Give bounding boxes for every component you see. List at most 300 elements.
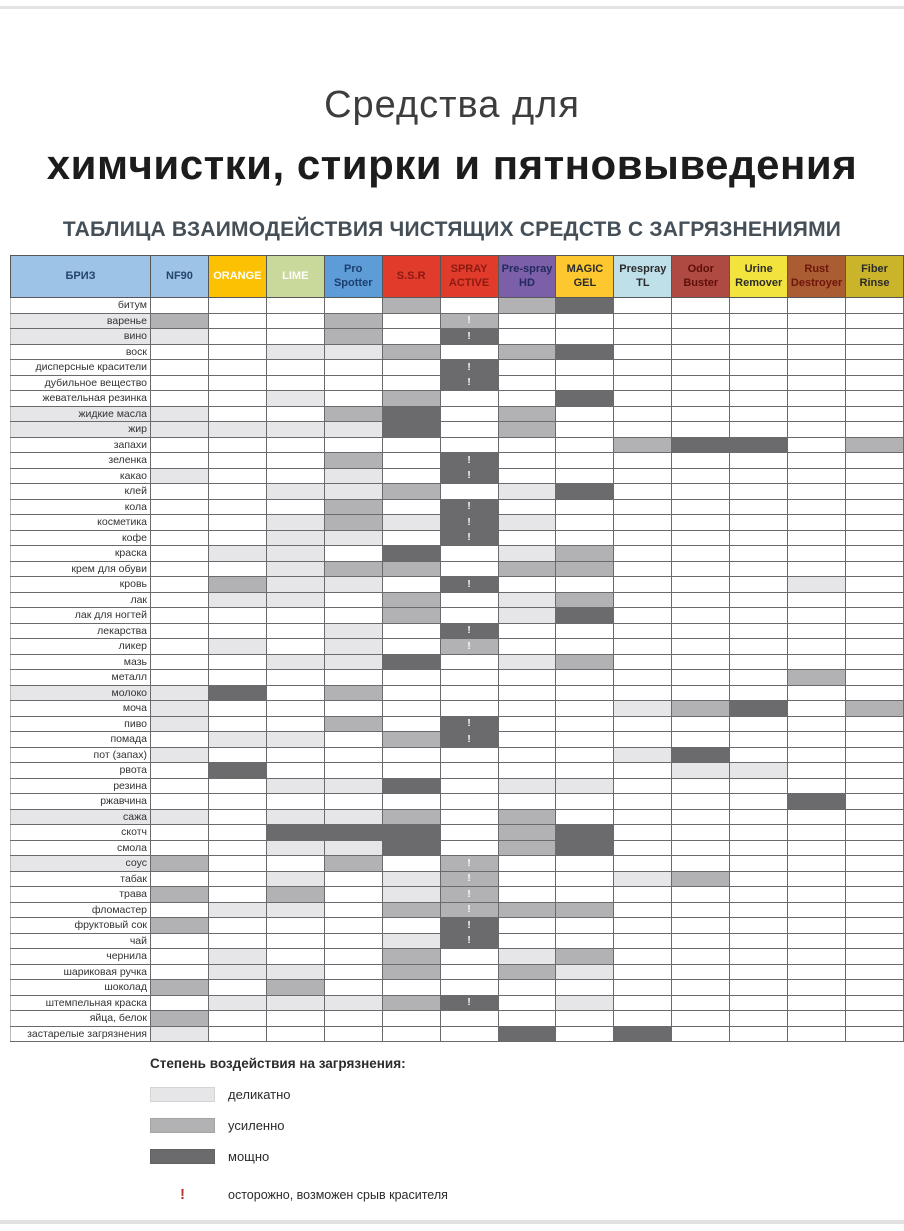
cell [266, 468, 324, 484]
cell [324, 995, 382, 1011]
row-label-cell [11, 670, 151, 686]
row-label-cell [11, 406, 151, 422]
cell [440, 360, 498, 376]
cell [208, 344, 266, 360]
cell [208, 608, 266, 624]
cell [498, 313, 556, 329]
cell [440, 561, 498, 577]
row-label: жидкие масла [78, 407, 147, 420]
table-row [11, 453, 904, 469]
cell [788, 422, 846, 438]
column-header-fiber-rinse: Fiber Rinse [846, 256, 904, 298]
cell [788, 887, 846, 903]
cell [440, 375, 498, 391]
cell [324, 856, 382, 872]
cell [672, 623, 730, 639]
cell [846, 623, 904, 639]
cell [208, 825, 266, 841]
row-label: рвота [119, 764, 147, 777]
cell-warning-mark: ! [467, 532, 471, 544]
cell [672, 329, 730, 345]
cell [151, 298, 209, 314]
row-label: яйца, белок [89, 1012, 147, 1025]
cell [324, 840, 382, 856]
cell [614, 964, 672, 980]
row-label: фломастер [91, 903, 147, 916]
cell [324, 329, 382, 345]
cell [556, 949, 614, 965]
cell [151, 313, 209, 329]
legend-item-enhanced [150, 1118, 710, 1133]
cell [208, 995, 266, 1011]
cell-warning-mark: ! [467, 857, 471, 869]
cell [498, 623, 556, 639]
cell [266, 809, 324, 825]
cell [440, 933, 498, 949]
cell [440, 778, 498, 794]
table-row [11, 856, 904, 872]
table-row [11, 422, 904, 438]
cell [440, 608, 498, 624]
cell [382, 701, 440, 717]
cell [614, 933, 672, 949]
cell [324, 375, 382, 391]
column-header-odor-buster: Odor Buster [672, 256, 730, 298]
cell [788, 701, 846, 717]
row-label-cell [11, 639, 151, 655]
row-label-cell [11, 871, 151, 887]
cell [382, 360, 440, 376]
cell [730, 592, 788, 608]
cell [730, 794, 788, 810]
cell [208, 902, 266, 918]
cell [440, 654, 498, 670]
table-row [11, 468, 904, 484]
cell [846, 608, 904, 624]
table-row [11, 515, 904, 531]
cell [382, 949, 440, 965]
cell [208, 949, 266, 965]
cell [846, 794, 904, 810]
cell [382, 1011, 440, 1027]
cell [556, 375, 614, 391]
cell [324, 515, 382, 531]
cell [672, 298, 730, 314]
cell [440, 499, 498, 515]
interaction-table-host [10, 255, 903, 1042]
cell [440, 732, 498, 748]
cell [208, 313, 266, 329]
cell [556, 1026, 614, 1042]
cell [730, 623, 788, 639]
table-row [11, 484, 904, 500]
cell [498, 654, 556, 670]
cell-warning-mark: ! [467, 578, 471, 590]
column-header-orange: ORANGE [208, 256, 266, 298]
cell [788, 995, 846, 1011]
column-header-бриз: БРИЗ [11, 256, 151, 298]
cell [730, 871, 788, 887]
column-header-prespray-tl: Prespray TL [614, 256, 672, 298]
cell [556, 608, 614, 624]
cell [151, 344, 209, 360]
cell [151, 499, 209, 515]
cell [672, 964, 730, 980]
cell [498, 825, 556, 841]
cell [324, 964, 382, 980]
cell [440, 825, 498, 841]
cell [382, 902, 440, 918]
cell [556, 716, 614, 732]
cell [382, 856, 440, 872]
cell [730, 375, 788, 391]
cell [382, 747, 440, 763]
cell [208, 468, 266, 484]
cell [382, 484, 440, 500]
cell [151, 887, 209, 903]
cell [208, 763, 266, 779]
cell [672, 840, 730, 856]
cell [266, 902, 324, 918]
cell [208, 654, 266, 670]
legend-swatch-strong [150, 1149, 215, 1164]
cell [730, 701, 788, 717]
row-label-cell [11, 747, 151, 763]
cell [788, 918, 846, 934]
cell [556, 747, 614, 763]
cell [614, 577, 672, 593]
cell [266, 499, 324, 515]
cell [498, 871, 556, 887]
cell [498, 856, 556, 872]
cell [208, 422, 266, 438]
cell-warning-mark: ! [467, 640, 471, 652]
cell [382, 344, 440, 360]
cell [556, 685, 614, 701]
row-label-cell [11, 360, 151, 376]
table-row [11, 608, 904, 624]
legend-swatch-medium [150, 1118, 215, 1133]
row-label-cell [11, 344, 151, 360]
table-row [11, 437, 904, 453]
cell [730, 747, 788, 763]
cell [730, 980, 788, 996]
cell [382, 778, 440, 794]
cell-warning-mark: ! [467, 454, 471, 466]
cell [672, 391, 730, 407]
row-label: пот (запах) [93, 748, 147, 761]
cell [498, 298, 556, 314]
cell [730, 949, 788, 965]
row-label-cell [11, 794, 151, 810]
cell [151, 530, 209, 546]
row-label: кофе [121, 531, 147, 544]
cell [672, 980, 730, 996]
row-label-cell [11, 422, 151, 438]
cell [324, 468, 382, 484]
cell [151, 778, 209, 794]
cell [151, 453, 209, 469]
cell [556, 1011, 614, 1027]
cell [324, 701, 382, 717]
row-label: варенье [106, 314, 147, 327]
cell [672, 360, 730, 376]
cell [208, 623, 266, 639]
row-label: ржавчина [100, 795, 147, 808]
cell [440, 871, 498, 887]
cell [846, 592, 904, 608]
cell [324, 980, 382, 996]
cell [151, 406, 209, 422]
cell [151, 592, 209, 608]
cell [846, 515, 904, 531]
table-row [11, 763, 904, 779]
cell [440, 344, 498, 360]
cell [730, 639, 788, 655]
cell [788, 840, 846, 856]
cell [440, 794, 498, 810]
cell [208, 546, 266, 562]
row-label-cell [11, 453, 151, 469]
cell [208, 794, 266, 810]
cell [382, 980, 440, 996]
table-row [11, 298, 904, 314]
cell [498, 701, 556, 717]
cell [672, 794, 730, 810]
cell [672, 654, 730, 670]
row-label-cell [11, 887, 151, 903]
cell [324, 530, 382, 546]
row-label: вино [123, 330, 147, 343]
row-label-cell [11, 763, 151, 779]
cell [788, 871, 846, 887]
cell [730, 499, 788, 515]
cell [672, 825, 730, 841]
warning-exclamation-icon: ! [180, 1186, 185, 1203]
cell [788, 484, 846, 500]
cell [266, 794, 324, 810]
cell [266, 887, 324, 903]
cell [556, 887, 614, 903]
cell [556, 360, 614, 376]
table-row [11, 391, 904, 407]
cell [266, 577, 324, 593]
cell [614, 608, 672, 624]
cell [382, 298, 440, 314]
cell [498, 840, 556, 856]
cell [208, 561, 266, 577]
cell [730, 995, 788, 1011]
cell [556, 732, 614, 748]
cell [556, 995, 614, 1011]
cell [498, 763, 556, 779]
cell [324, 406, 382, 422]
cell [730, 902, 788, 918]
cell [151, 623, 209, 639]
row-label-cell [11, 1026, 151, 1042]
cell [788, 453, 846, 469]
cell [382, 794, 440, 810]
interaction-table [10, 255, 904, 1042]
row-label-cell [11, 732, 151, 748]
cell [614, 1011, 672, 1027]
cell [788, 856, 846, 872]
row-label: запахи [113, 438, 147, 451]
table-row [11, 887, 904, 903]
cell [614, 329, 672, 345]
cell [672, 437, 730, 453]
row-label: застарелые загрязнения [27, 1027, 147, 1040]
cell-warning-mark: ! [467, 935, 471, 947]
table-row [11, 871, 904, 887]
cell [266, 685, 324, 701]
cell [151, 515, 209, 531]
cell [324, 794, 382, 810]
cell [498, 670, 556, 686]
cell [382, 964, 440, 980]
cell [846, 995, 904, 1011]
cell [498, 995, 556, 1011]
row-label-cell [11, 701, 151, 717]
cell [672, 685, 730, 701]
cell [846, 453, 904, 469]
cell [498, 1011, 556, 1027]
cell [846, 484, 904, 500]
cell [151, 685, 209, 701]
cell [208, 1026, 266, 1042]
cell-warning-mark: ! [467, 361, 471, 373]
row-label-cell [11, 995, 151, 1011]
cell [788, 515, 846, 531]
cell [614, 515, 672, 531]
cell [382, 887, 440, 903]
cell [208, 778, 266, 794]
cell [151, 964, 209, 980]
cell [498, 933, 556, 949]
row-label: битум [117, 299, 147, 312]
row-label: смола [116, 841, 147, 854]
column-header-nf90: NF90 [151, 256, 209, 298]
cell [788, 313, 846, 329]
cell [324, 499, 382, 515]
cell [498, 918, 556, 934]
cell [730, 732, 788, 748]
cell [498, 964, 556, 980]
cell [846, 577, 904, 593]
cell [614, 499, 672, 515]
cell [498, 1026, 556, 1042]
cell [324, 608, 382, 624]
cell [151, 871, 209, 887]
cell [672, 995, 730, 1011]
row-label: дубильное вещество [44, 376, 147, 389]
cell [440, 577, 498, 593]
table-row [11, 344, 904, 360]
cell [788, 794, 846, 810]
cell [846, 701, 904, 717]
cell [382, 1026, 440, 1042]
cell [208, 933, 266, 949]
cell [151, 422, 209, 438]
cell [266, 298, 324, 314]
row-label: клей [124, 485, 147, 498]
cell [788, 468, 846, 484]
cell [324, 1026, 382, 1042]
cell [382, 453, 440, 469]
cell [382, 422, 440, 438]
row-label-cell [11, 484, 151, 500]
cell [556, 515, 614, 531]
cell [556, 778, 614, 794]
cell [846, 964, 904, 980]
cell [730, 437, 788, 453]
cell [730, 360, 788, 376]
cell [788, 329, 846, 345]
cell [382, 840, 440, 856]
cell [208, 747, 266, 763]
cell [208, 716, 266, 732]
cell [440, 468, 498, 484]
cell [208, 499, 266, 515]
row-label-cell [11, 530, 151, 546]
cell [788, 391, 846, 407]
cell [382, 515, 440, 531]
cell [788, 608, 846, 624]
cell [556, 794, 614, 810]
cell [382, 608, 440, 624]
row-label-cell [11, 980, 151, 996]
cell [151, 329, 209, 345]
cell [382, 933, 440, 949]
cell [324, 561, 382, 577]
cell [498, 499, 556, 515]
cell [788, 375, 846, 391]
table-row [11, 701, 904, 717]
row-label-cell [11, 437, 151, 453]
cell [788, 716, 846, 732]
cell [730, 298, 788, 314]
cell [556, 825, 614, 841]
row-label: сажа [123, 810, 147, 823]
cell [614, 592, 672, 608]
cell [382, 918, 440, 934]
cell [846, 980, 904, 996]
cell [730, 484, 788, 500]
column-header-rust-destroyer: Rust Destroyer [788, 256, 846, 298]
table-row [11, 360, 904, 376]
cell [788, 577, 846, 593]
cell [151, 484, 209, 500]
table-row [11, 964, 904, 980]
cell [151, 933, 209, 949]
cell [382, 592, 440, 608]
cell [556, 344, 614, 360]
cell [266, 391, 324, 407]
cell-warning-mark: ! [467, 997, 471, 1009]
row-label-cell [11, 1011, 151, 1027]
table-row [11, 918, 904, 934]
cell [324, 809, 382, 825]
cell [208, 298, 266, 314]
cell [788, 902, 846, 918]
column-header-urine-remover: Urine Remover [730, 256, 788, 298]
cell [614, 313, 672, 329]
cell [788, 949, 846, 965]
cell [266, 406, 324, 422]
cell [151, 561, 209, 577]
cell [672, 515, 730, 531]
cell [440, 546, 498, 562]
